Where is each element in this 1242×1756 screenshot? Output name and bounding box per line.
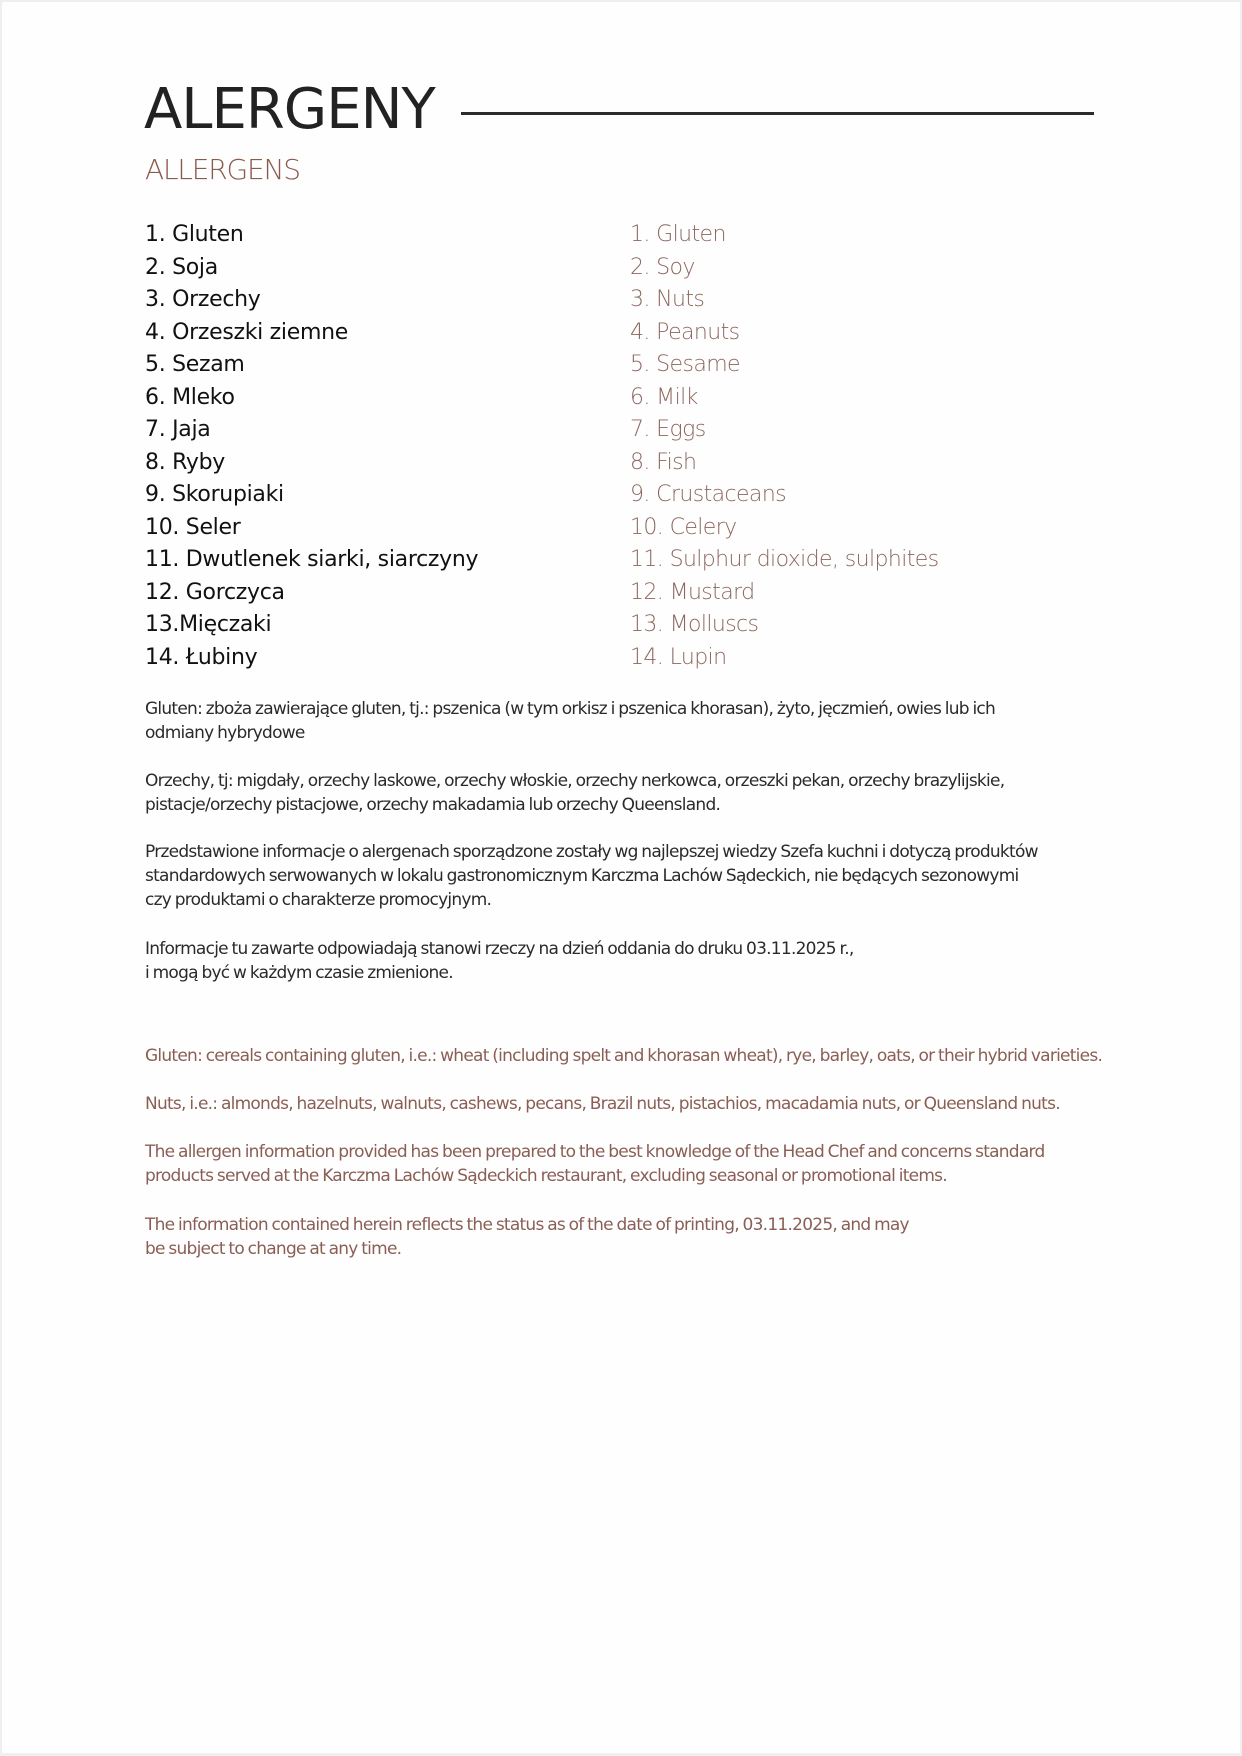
allergen-item-en: 8. Fish xyxy=(630,449,697,475)
allergen-item-pl: 14. Łubiny xyxy=(145,644,258,670)
allergen-item-pl: 3. Orzechy xyxy=(145,287,261,312)
allergen-item-en: 6. Milk xyxy=(630,384,698,410)
note-gluten-pl xyxy=(145,697,995,745)
allergen-item-pl: 1. Gluten xyxy=(145,222,244,247)
note-line: odmiany hybrydowe xyxy=(145,723,305,743)
allergen-item-pl: 10. Seler xyxy=(145,514,241,540)
note-line: Gluten: cereals containing gluten, i.e.: wheat (including spelt and khorasan wheat), rye, barley, oats, or their hybrid varieties. xyxy=(145,1046,1103,1066)
page-title: ALERGENY xyxy=(144,77,435,142)
allergen-item-pl: 2. Soja xyxy=(145,254,218,280)
note-line: pistacje/orzechy pistacjowe, orzechy makadamia lub orzechy Queensland. xyxy=(145,795,721,815)
allergen-item-en: 11. Sulphur dioxide, sulphites xyxy=(630,547,939,572)
allergen-item-en: 13. Molluscs xyxy=(630,612,759,637)
allergen-item-en: 2. Soy xyxy=(630,254,695,280)
note-line: Przedstawione informacje o alergenach sporządzone zostały wg najlepszej wiedzy Szefa kuchni i dotyczą produktów xyxy=(145,842,1038,862)
note-line: Nuts, i.e.: almonds, hazelnuts, walnuts, cashews, pecans, Brazil nuts, pistachios, macadamia nuts, or Queensland nuts. xyxy=(145,1094,1060,1114)
allergen-item-pl: 6. Mleko xyxy=(145,384,235,410)
note-date-en xyxy=(145,1213,909,1261)
note-nuts-en xyxy=(145,1092,1060,1116)
allergen-item-en: 3. Nuts xyxy=(630,287,705,312)
allergen-item-pl: 4. Orzeszki ziemne xyxy=(145,319,348,345)
note-line: be subject to change at any time. xyxy=(145,1239,402,1259)
note-disclaimer-en xyxy=(145,1140,1045,1188)
allergen-item-pl: 12. Gorczyca xyxy=(145,579,285,605)
allergen-item-en: 7. Eggs xyxy=(630,417,706,442)
note-line: Informacje tu zawarte odpowiadają stanowi rzeczy na dzień oddania do druku 03.11.2025 r., xyxy=(145,939,854,959)
note-line: czy produktami o charakterze promocyjnym. xyxy=(145,890,492,910)
allergen-item-pl: 13.Mięczaki xyxy=(145,612,272,637)
allergen-item-en: 14. Lupin xyxy=(630,644,727,670)
allergen-item-en: 5. Sesame xyxy=(630,352,740,377)
allergen-item-pl: 8. Ryby xyxy=(145,449,225,475)
allergen-item-en: 1. Gluten xyxy=(630,222,726,247)
note-date-pl xyxy=(145,937,854,985)
title-divider-rule xyxy=(461,112,1094,115)
note-line: products served at the Karczma Lachów Sądeckich restaurant, excluding seasonal or promotional items. xyxy=(145,1166,947,1186)
note-gluten-en xyxy=(145,1044,1102,1068)
allergen-list-polish xyxy=(145,219,478,674)
note-line: Gluten: zboża zawierające gluten, tj.: pszenica (w tym orkisz i pszenica khorasan), żyto, jęczmień, owies lub ich xyxy=(145,699,996,719)
note-nuts-pl xyxy=(145,769,1004,817)
note-line: The allergen information provided has been prepared to the best knowledge of the Head Chef and concerns standard xyxy=(145,1142,1045,1162)
note-line: The information contained herein reflects the status as of the date of printing, 03.11.2025, and may xyxy=(145,1215,909,1235)
allergen-document-page xyxy=(2,2,1240,1753)
note-line: Orzechy, tj: migdały, orzechy laskowe, orzechy włoskie, orzechy nerkowca, orzeszki pekan, orzechy brazylijskie, xyxy=(145,771,1005,791)
allergen-item-pl: 7. Jaja xyxy=(145,417,211,442)
allergen-item-pl: 9. Skorupiaki xyxy=(145,482,284,507)
note-line: i mogą być w każdym czasie zmienione. xyxy=(145,963,453,983)
allergen-item-en: 4. Peanuts xyxy=(630,319,740,345)
note-disclaimer-pl xyxy=(145,840,1038,912)
allergen-list-english xyxy=(630,219,939,674)
allergen-item-en: 9. Crustaceans xyxy=(630,482,787,507)
allergen-item-pl: 5. Sezam xyxy=(145,352,245,377)
allergen-item-pl: 11. Dwutlenek siarki, siarczyny xyxy=(145,547,479,572)
note-line: standardowych serwowanych w lokalu gastronomicznym Karczma Lachów Sądeckich, nie będących sezonowymi xyxy=(145,866,1019,886)
allergen-item-en: 12. Mustard xyxy=(630,579,755,605)
page-subtitle: ALLERGENS xyxy=(145,153,300,186)
allergen-item-en: 10. Celery xyxy=(630,514,737,540)
